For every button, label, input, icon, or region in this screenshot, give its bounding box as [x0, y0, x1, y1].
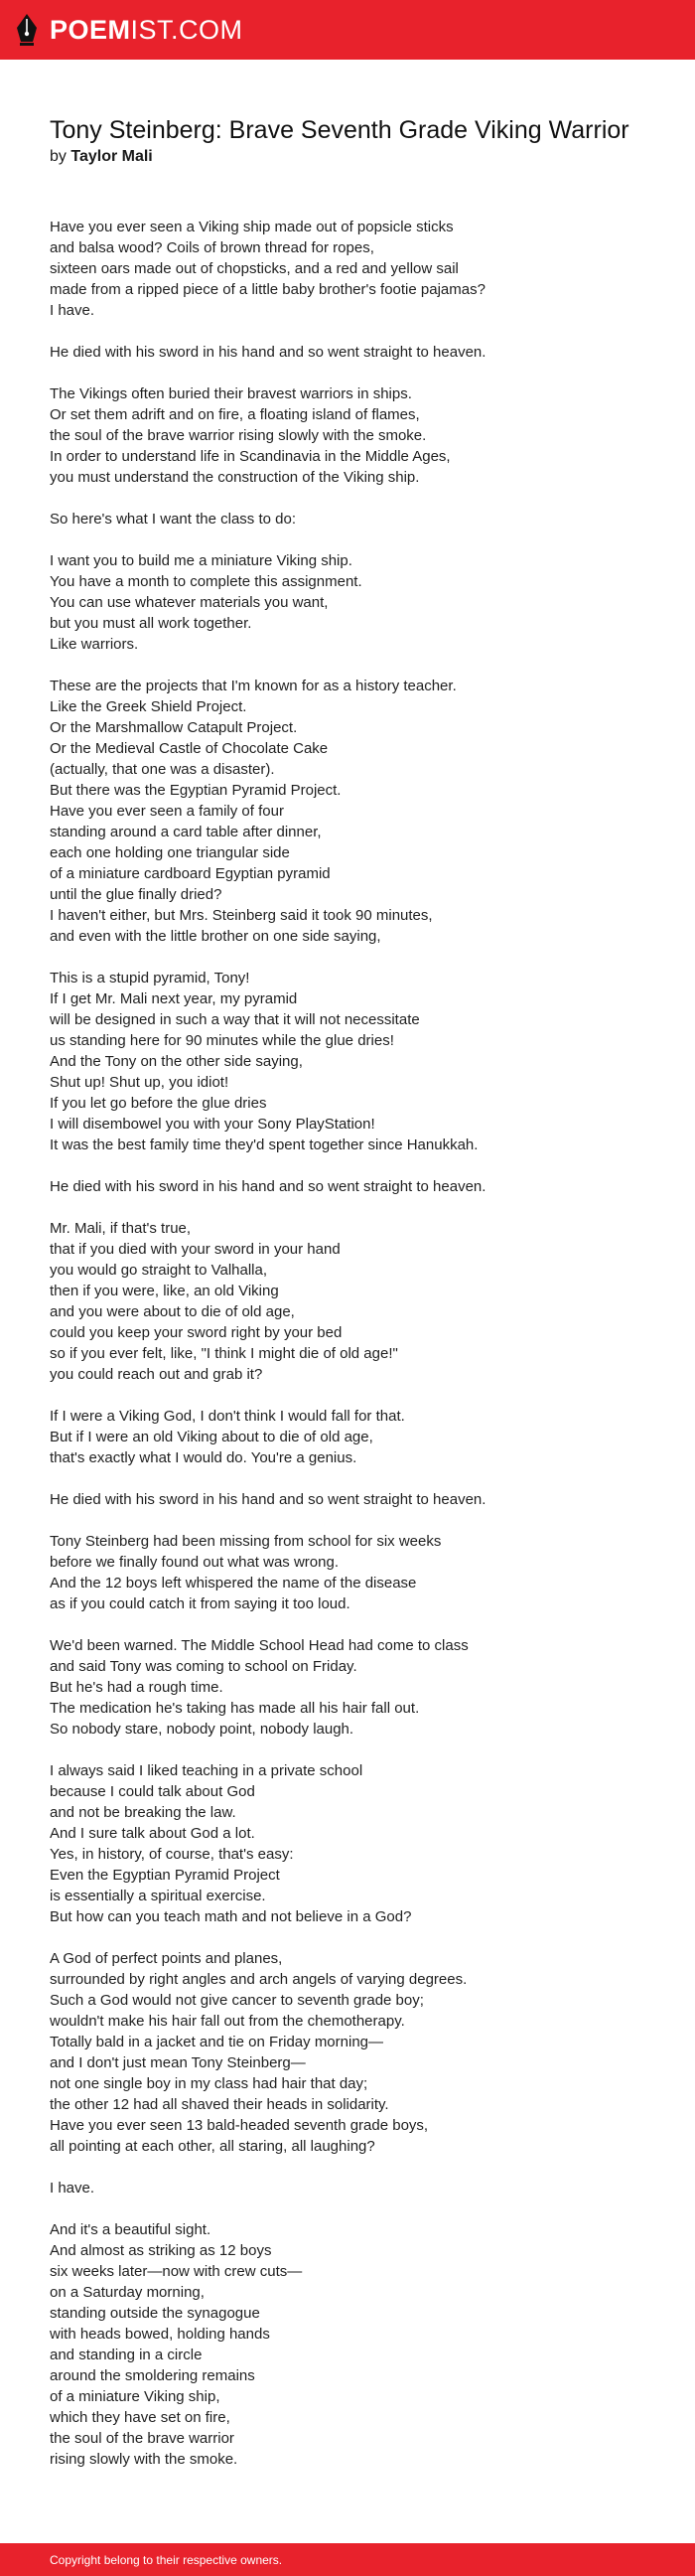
- poem-line: I have.: [50, 2180, 95, 2197]
- poem-stanza: [50, 550, 665, 655]
- poem-line: wouldn't make his hair fall out from the chemotherapy.: [50, 2013, 405, 2030]
- poem-line: with heads bowed, holding hands: [50, 2326, 270, 2343]
- poem-stanza: [50, 1760, 665, 1927]
- poem-stanza: [50, 342, 665, 363]
- poem-line: Totally bald in a jacket and tie on Friday morning—: [50, 2034, 384, 2050]
- site-logo[interactable]: [16, 13, 243, 47]
- poem-stanza: [50, 1176, 665, 1197]
- poem-line: not one single boy in my class had hair that day;: [50, 2075, 368, 2092]
- poem-line: until the glue finally dried?: [50, 886, 222, 903]
- poem-line: and even with the little brother on one side saying,: [50, 928, 381, 945]
- poem-line: the other 12 had all shaved their heads in solidarity.: [50, 2096, 389, 2113]
- poem-line: Have you ever seen 13 bald-headed seventh grade boys,: [50, 2117, 429, 2134]
- poem-line: surrounded by right angles and arch angels of varying degrees.: [50, 1971, 468, 1988]
- poem-line: Even the Egyptian Pyramid Project: [50, 1867, 280, 1884]
- poem-line: the soul of the brave warrior rising slowly with the smoke.: [50, 427, 427, 444]
- poem-stanza: [50, 217, 665, 321]
- poem-line: and balsa wood? Coils of brown thread for ropes,: [50, 239, 374, 256]
- poem-line: Or set them adrift and on fire, a floating island of flames,: [50, 406, 420, 423]
- poem-line: And the 12 boys left whispered the name of the disease: [50, 1575, 417, 1591]
- poem-line: the soul of the brave warrior: [50, 2430, 234, 2447]
- logo-wordmark-light: IST.COM: [130, 15, 243, 45]
- poem-line: But there was the Egyptian Pyramid Project.: [50, 782, 342, 799]
- copyright-text: Copyright belong to their respective owners.: [50, 2553, 283, 2567]
- poem-line: The Vikings often buried their bravest warriors in ships.: [50, 385, 412, 402]
- author-name: Taylor Mali: [70, 148, 153, 165]
- poem-line: If I get Mr. Mali next year, my pyramid: [50, 990, 298, 1007]
- poem-line: Have you ever seen a Viking ship made out of popsicle sticks: [50, 219, 454, 235]
- poem-stanza: [50, 1406, 665, 1468]
- logo-wordmark-bold: POEM: [50, 15, 131, 45]
- footer-bar: [0, 2543, 695, 2576]
- poem-stanza: [50, 1531, 665, 1614]
- pen-nib-icon: [16, 13, 38, 47]
- poem-line: I will disembowel you with your Sony PlayStation!: [50, 1116, 375, 1133]
- poem-line: Tony Steinberg had been missing from school for six weeks: [50, 1533, 442, 1550]
- logo-wordmark: [50, 13, 243, 47]
- poem-line: (actually, that one was a disaster).: [50, 761, 275, 778]
- poem-line: and you were about to die of old age,: [50, 1303, 295, 1320]
- top-bar: [0, 0, 695, 60]
- poem-stanza: [50, 2219, 665, 2470]
- poem-line: will be designed in such a way that it will not necessitate: [50, 1011, 420, 1028]
- poem-line: You have a month to complete this assignment.: [50, 573, 362, 590]
- poem-line: Mr. Mali, if that's true,: [50, 1220, 192, 1237]
- poem-line: on a Saturday morning,: [50, 2284, 205, 2301]
- poem-line: as if you could catch it from saying it too loud.: [50, 1595, 350, 1612]
- poem-stanza: [50, 2178, 665, 2198]
- poem-line: He died with his sword in his hand and so went straight to heaven.: [50, 1491, 486, 1508]
- poem-line: six weeks later—now with crew cuts—: [50, 2263, 303, 2280]
- poem-line: This is a stupid pyramid, Tony!: [50, 970, 250, 986]
- poem-stanza: [50, 1635, 665, 1740]
- poem-line: But he's had a rough time.: [50, 1679, 223, 1696]
- poem-line: that if you died with your sword in your hand: [50, 1241, 341, 1258]
- poem-line: and not be breaking the law.: [50, 1804, 236, 1821]
- poem-stanza: [50, 1948, 665, 2157]
- poem-line: Shut up! Shut up, you idiot!: [50, 1074, 229, 1091]
- poem-line: then if you were, like, an old Viking: [50, 1283, 279, 1299]
- poem-stanza: [50, 509, 665, 530]
- poem-line: He died with his sword in his hand and so went straight to heaven.: [50, 344, 486, 361]
- poem-line: you would go straight to Valhalla,: [50, 1262, 268, 1279]
- poem-line: is essentially a spiritual exercise.: [50, 1888, 266, 1904]
- poem-line: standing outside the synagogue: [50, 2305, 260, 2322]
- poem-line: of a miniature cardboard Egyptian pyramid: [50, 865, 331, 882]
- poem-byline: [50, 147, 153, 167]
- poem-line: of a miniature Viking ship,: [50, 2388, 220, 2405]
- poem-line: so if you ever felt, like, "I think I might die of old age!": [50, 1345, 398, 1362]
- poem-line: Or the Medieval Castle of Chocolate Cake: [50, 740, 329, 757]
- poem-line: Yes, in history, of course, that's easy:: [50, 1846, 294, 1863]
- poem-line: Such a God would not give cancer to seventh grade boy;: [50, 1992, 424, 2009]
- poem-line: I want you to build me a miniature Viking ship.: [50, 552, 352, 569]
- poem-line: But if I were an old Viking about to die of old age,: [50, 1429, 373, 1445]
- poem-line: that's exactly what I would do. You're a genius.: [50, 1449, 357, 1466]
- poem-line: and said Tony was coming to school on Friday.: [50, 1658, 357, 1675]
- poem-line: I haven't either, but Mrs. Steinberg said it took 90 minutes,: [50, 907, 433, 924]
- poem-line: If I were a Viking God, I don't think I would fall for that.: [50, 1408, 405, 1425]
- poem-stanza: [50, 1218, 665, 1385]
- poem-line: So here's what I want the class to do:: [50, 511, 296, 528]
- poem-line: And I sure talk about God a lot.: [50, 1825, 255, 1842]
- poem-line: I have.: [50, 302, 95, 319]
- poem-line: but you must all work together.: [50, 615, 252, 632]
- poem-line: you must understand the construction of the Viking ship.: [50, 469, 420, 486]
- poem-line: You can use whatever materials you want,: [50, 594, 329, 611]
- poem-line: around the smoldering remains: [50, 2367, 255, 2384]
- poem-line: which they have set on fire,: [50, 2409, 230, 2426]
- poem-line: could you keep your sword right by your bed: [50, 1324, 343, 1341]
- poem-line: So nobody stare, nobody point, nobody laugh.: [50, 1721, 354, 1738]
- poem-line: But how can you teach math and not believe in a God?: [50, 1908, 412, 1925]
- poem-line: each one holding one triangular side: [50, 844, 290, 861]
- poem-line: standing around a card table after dinner,: [50, 824, 322, 840]
- poem-line: made from a ripped piece of a little baby brother's footie pajamas?: [50, 281, 486, 298]
- poem-line: In order to understand life in Scandinavia in the Middle Ages,: [50, 448, 451, 465]
- poem-line: rising slowly with the smoke.: [50, 2451, 238, 2468]
- poem-line: and I don't just mean Tony Steinberg—: [50, 2054, 306, 2071]
- poem-stanza: [50, 1489, 665, 1510]
- poem-line: before we finally found out what was wrong.: [50, 1554, 339, 1571]
- poem-line: I always said I liked teaching in a private school: [50, 1762, 363, 1779]
- poem-stanza: [50, 676, 665, 947]
- poem-line: Have you ever seen a family of four: [50, 803, 284, 820]
- poem-line: you could reach out and grab it?: [50, 1366, 263, 1383]
- poem-line: Or the Marshmallow Catapult Project.: [50, 719, 298, 736]
- poem-line: sixteen oars made out of chopsticks, and a red and yellow sail: [50, 260, 459, 277]
- poem-line: all pointing at each other, all staring, all laughing?: [50, 2138, 375, 2155]
- poem-line: Like warriors.: [50, 636, 139, 653]
- poem-line: We'd been warned. The Middle School Head had come to class: [50, 1637, 469, 1654]
- poem-title: Tony Steinberg: Brave Seventh Grade Viking Warrior: [50, 116, 629, 144]
- poem-line: and standing in a circle: [50, 2347, 203, 2363]
- poem-line: He died with his sword in his hand and so went straight to heaven.: [50, 1178, 486, 1195]
- poem-line: A God of perfect points and planes,: [50, 1950, 283, 1967]
- poem-line: Like the Greek Shield Project.: [50, 698, 247, 715]
- poem-line: And the Tony on the other side saying,: [50, 1053, 303, 1070]
- poem-line: And it's a beautiful sight.: [50, 2221, 211, 2238]
- poem-line: If you let go before the glue dries: [50, 1095, 267, 1112]
- poem-line: The medication he's taking has made all his hair fall out.: [50, 1700, 420, 1717]
- poem-stanza: [50, 383, 665, 488]
- poem-line: And almost as striking as 12 boys: [50, 2242, 272, 2259]
- poem-stanza: [50, 968, 665, 1155]
- poem-line: because I could talk about God: [50, 1783, 255, 1800]
- poem-line: It was the best family time they'd spent together since Hanukkah.: [50, 1136, 479, 1153]
- poem-line: These are the projects that I'm known for as a history teacher.: [50, 678, 457, 694]
- poem-body: [50, 217, 665, 2491]
- poem-line: us standing here for 90 minutes while the glue dries!: [50, 1032, 394, 1049]
- by-label: by: [50, 148, 67, 165]
